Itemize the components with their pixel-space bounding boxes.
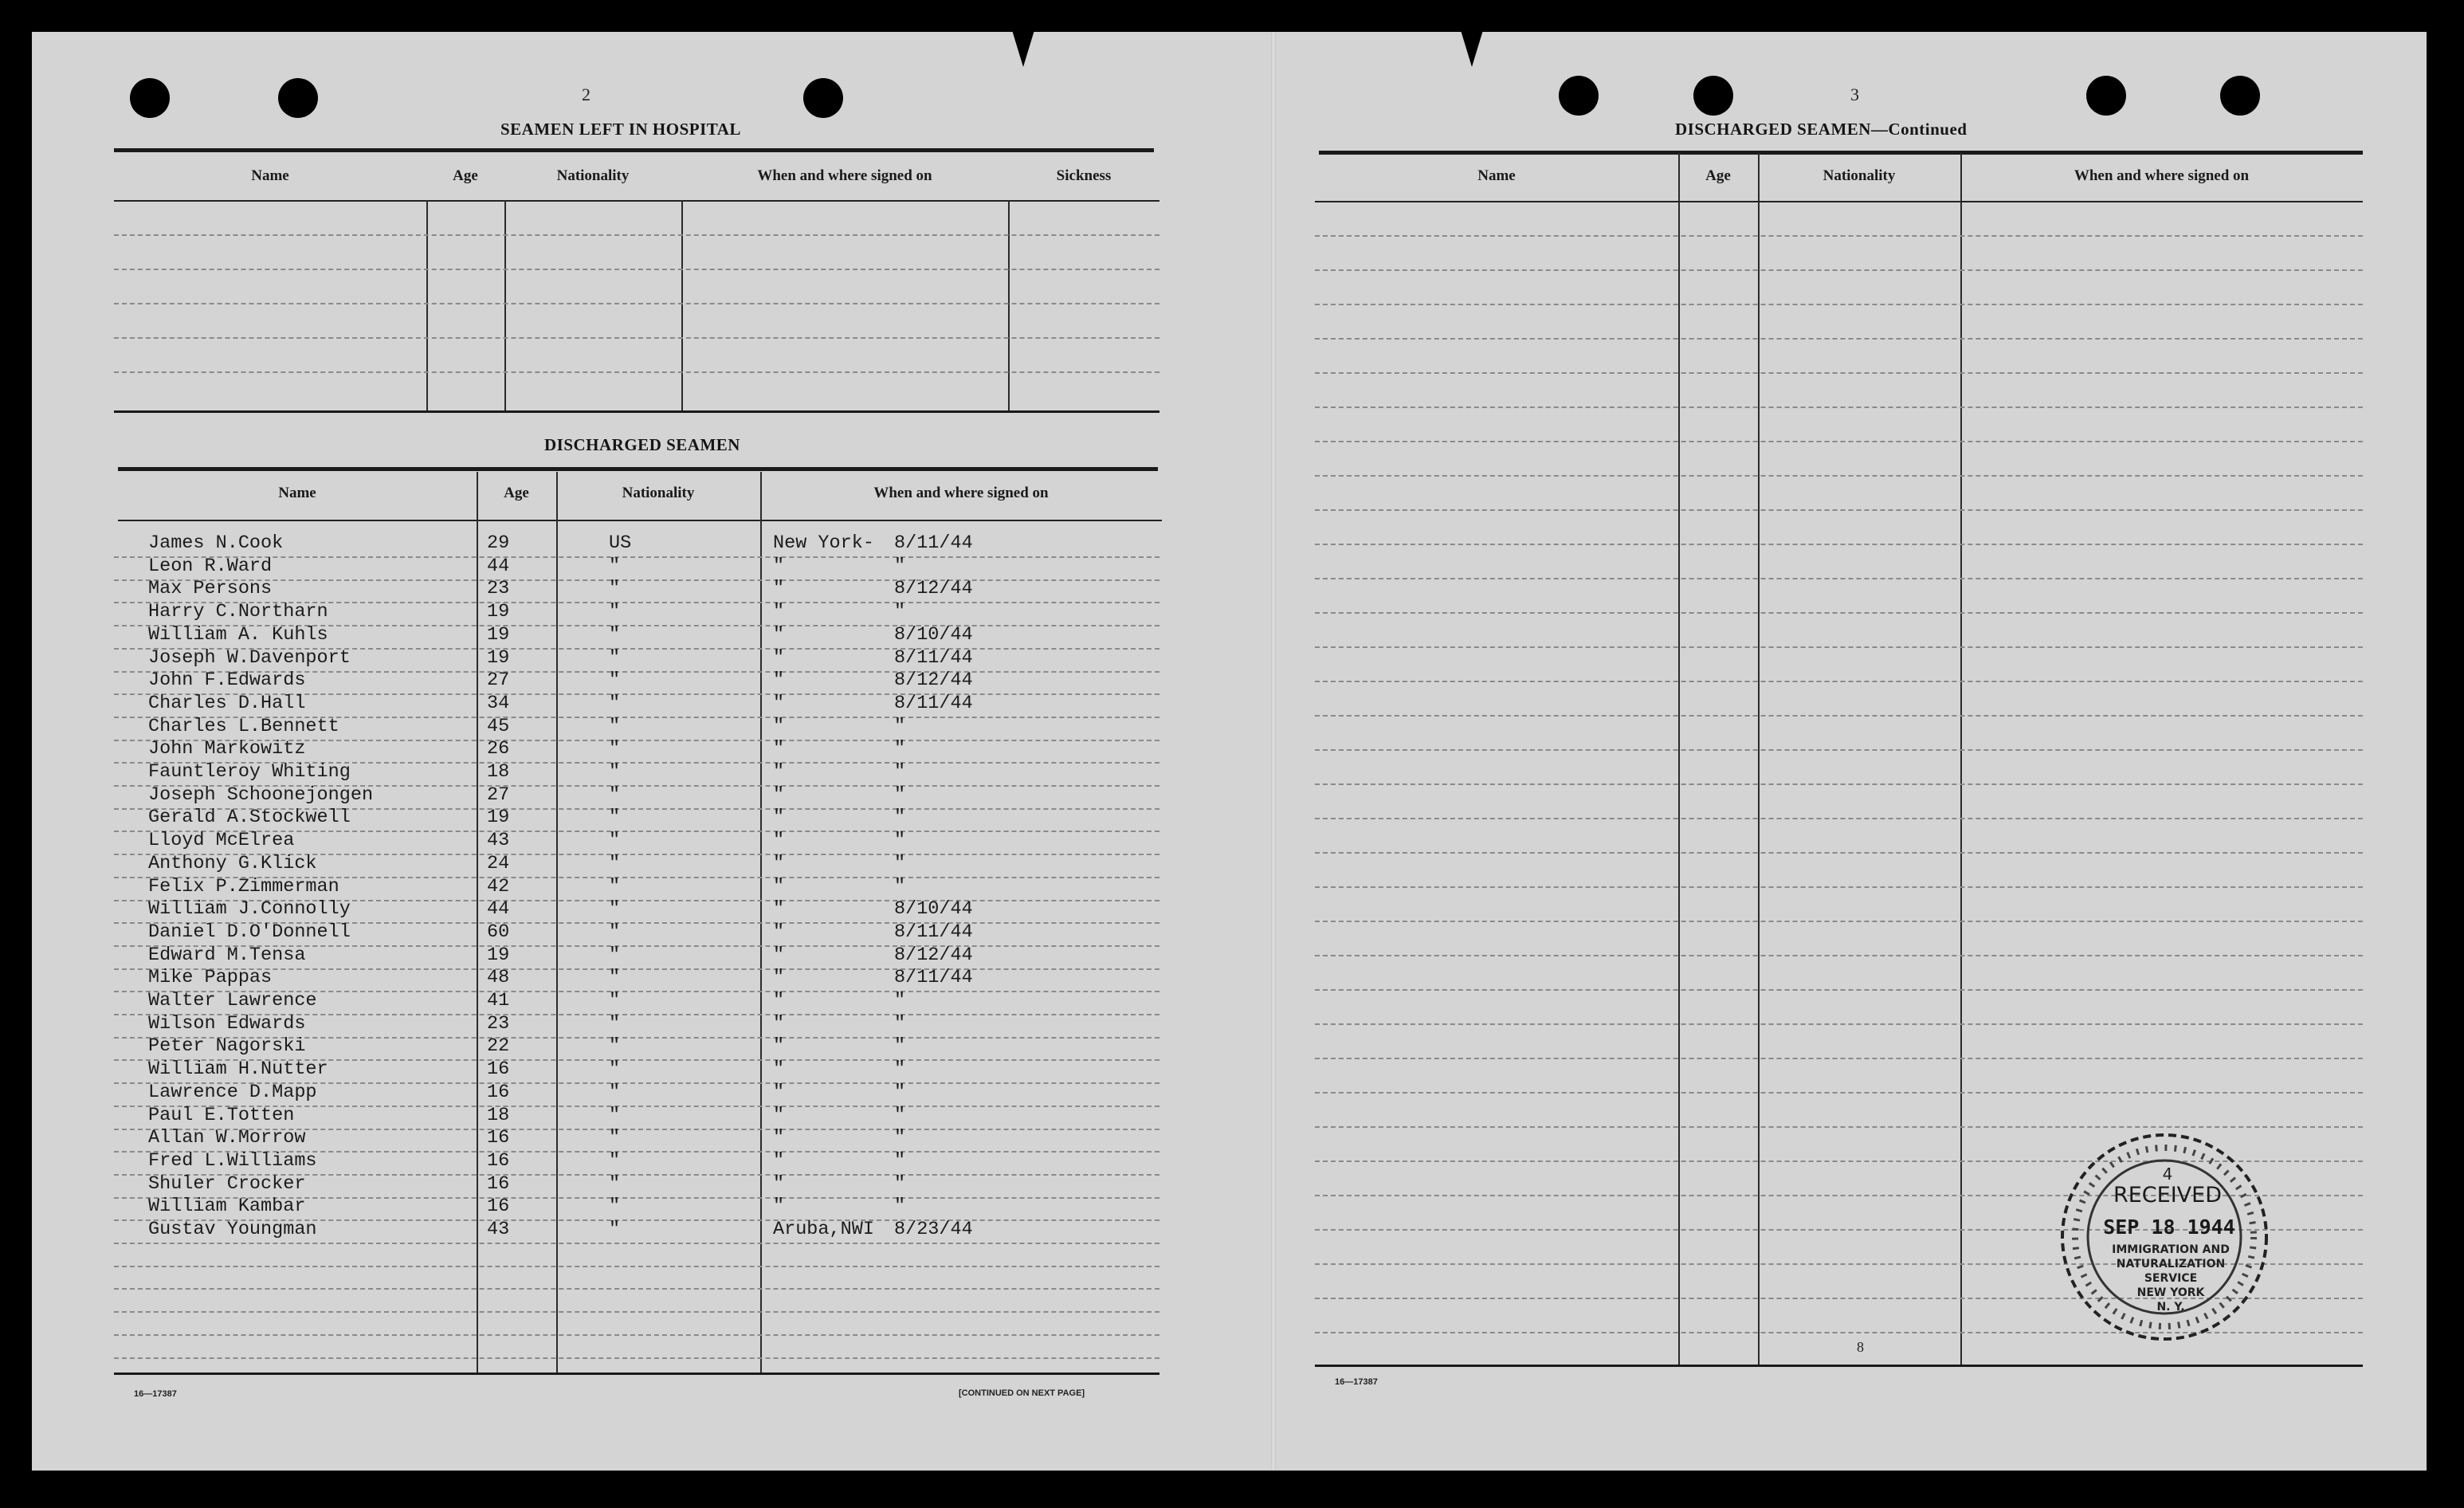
seaman-nationality: " — [609, 555, 621, 577]
right-page-number: 3 — [1850, 84, 1859, 104]
ruled-line — [1315, 1092, 2363, 1094]
column-divider — [426, 200, 428, 412]
right-header-signed-on: When and where signed on — [2074, 167, 2250, 184]
seaman-name: Joseph W.Davenport — [148, 646, 351, 669]
right-header-nationality: Nationality — [1822, 167, 1896, 184]
seaman-signed-date: 8/10/44 — [894, 623, 973, 646]
seaman-age: 16 — [487, 1058, 510, 1081]
form-number-left: 16—17387 — [134, 1389, 177, 1399]
seaman-age: 44 — [487, 898, 510, 921]
seaman-signed-place: " — [773, 1127, 785, 1149]
seaman-signed-place: " — [773, 830, 785, 852]
seaman-signed-place: " — [773, 1012, 785, 1035]
ruled-line — [1315, 612, 2363, 614]
right-header-name: Name — [1477, 167, 1516, 184]
handwritten-mark: 8 — [1857, 1339, 1864, 1355]
seaman-signed-date: " — [894, 761, 906, 783]
seaman-nationality: " — [609, 578, 621, 600]
seaman-signed-place: " — [773, 807, 785, 829]
seaman-signed-place: " — [773, 921, 785, 943]
seaman-nationality: " — [609, 967, 621, 989]
seaman-nationality: " — [609, 1081, 621, 1103]
seaman-name: Paul E.Totten — [148, 1104, 295, 1126]
seaman-nationality: " — [609, 990, 621, 1011]
seaman-age: 24 — [487, 852, 510, 874]
seaman-signed-date: 8/11/44 — [894, 921, 973, 943]
seaman-age: 16 — [487, 1081, 510, 1103]
seaman-signed-date: " — [894, 1012, 906, 1035]
seaman-nationality: " — [609, 807, 621, 829]
seaman-signed-place: Aruba,NWI — [773, 1219, 874, 1240]
ruled-line — [114, 1243, 1159, 1244]
ruled-line — [114, 1334, 1159, 1336]
column-divider — [681, 200, 683, 412]
form-number-right: 16—17387 — [1335, 1377, 1378, 1387]
seaman-age: 16 — [487, 1172, 510, 1195]
seaman-signed-place: " — [773, 1081, 785, 1103]
seaman-nationality: " — [609, 646, 621, 669]
seaman-nationality: " — [609, 944, 621, 966]
seaman-name: Charles D.Hall — [148, 692, 306, 714]
seaman-signed-date: 8/11/44 — [894, 532, 973, 554]
ruled-line — [114, 303, 1159, 304]
ruled-line — [1315, 681, 2363, 682]
stamp-line-3: SERVICE — [2144, 1272, 2198, 1285]
seaman-signed-date: 8/23/44 — [894, 1219, 973, 1240]
seaman-age: 23 — [487, 1012, 510, 1035]
ruled-line — [114, 234, 1159, 236]
seaman-nationality: " — [609, 875, 621, 897]
seaman-name: Leon R.Ward — [148, 555, 273, 577]
stamp-date-top: 4 — [2162, 1164, 2173, 1184]
seaman-age: 42 — [487, 875, 510, 897]
ruled-line — [1315, 852, 2363, 854]
seaman-nationality: " — [609, 1058, 621, 1081]
seaman-signed-date: " — [894, 555, 906, 577]
ruled-line — [1315, 441, 2363, 442]
seaman-age: 16 — [487, 1127, 510, 1149]
seaman-name: William H.Nutter — [148, 1058, 328, 1081]
ruled-line — [114, 1311, 1159, 1313]
column-divider — [1960, 153, 1962, 1366]
seaman-name: Walter Lawrence — [148, 990, 317, 1011]
seaman-signed-place: " — [773, 646, 785, 669]
ruled-line — [1315, 372, 2363, 374]
seaman-nationality: US — [609, 532, 632, 554]
seaman-age: 48 — [487, 967, 510, 989]
seaman-name: Max Persons — [148, 578, 273, 600]
seaman-signed-date: 8/10/44 — [894, 898, 973, 921]
seaman-name: Allan W.Morrow — [148, 1127, 306, 1149]
top-notch-left — [1012, 30, 1034, 67]
rule — [114, 410, 1159, 413]
seaman-age: 44 — [487, 555, 510, 577]
hospital-header-signed-on: When and where signed on — [757, 167, 932, 184]
seaman-nationality: " — [609, 1196, 621, 1218]
continued-note: [CONTINUED ON NEXT PAGE] — [959, 1388, 1085, 1398]
seaman-age: 19 — [487, 944, 510, 966]
seaman-name: John Markowitz — [148, 738, 306, 760]
seaman-signed-place: " — [773, 852, 785, 874]
seaman-nationality: " — [609, 1104, 621, 1126]
ruled-line — [1315, 783, 2363, 785]
rule — [114, 200, 1159, 202]
stamp-line-1: IMMIGRATION AND — [2112, 1243, 2230, 1256]
seaman-name: James N.Cook — [148, 532, 284, 554]
seaman-age: 27 — [487, 670, 510, 692]
column-divider — [1678, 153, 1680, 1366]
rule — [114, 1373, 1159, 1375]
stamp-line-2: NATURALIZATION — [2116, 1258, 2226, 1270]
seaman-age: 19 — [487, 807, 510, 829]
ruled-line — [1315, 955, 2363, 956]
seaman-name: John F.Edwards — [148, 670, 306, 692]
column-divider — [504, 200, 506, 412]
seaman-name: Wilson Edwards — [148, 1012, 306, 1035]
seaman-signed-date: " — [894, 783, 906, 806]
rule — [114, 148, 1154, 152]
seaman-age: 45 — [487, 715, 510, 737]
ruled-line — [1315, 1023, 2363, 1025]
ruled-line — [1315, 269, 2363, 271]
seaman-signed-date: " — [894, 852, 906, 874]
ruled-line — [1315, 304, 2363, 305]
ruled-line — [1315, 235, 2363, 237]
ruled-line — [1315, 921, 2363, 922]
seaman-nationality: " — [609, 1012, 621, 1035]
ruled-line — [1315, 715, 2363, 717]
punch-hole — [2086, 76, 2126, 116]
hospital-header-sickness: Sickness — [1056, 167, 1112, 184]
seaman-nationality: " — [609, 715, 621, 737]
seaman-signed-date: " — [894, 601, 906, 623]
seaman-name: Shuler Crocker — [148, 1172, 306, 1195]
seaman-signed-date: 8/12/44 — [894, 578, 973, 600]
seaman-age: 29 — [487, 532, 510, 554]
ruled-line — [1315, 338, 2363, 340]
seaman-age: 19 — [487, 623, 510, 646]
ruled-line — [1315, 989, 2363, 991]
seaman-name: Fauntleroy Whiting — [148, 761, 351, 783]
seaman-signed-place: " — [773, 692, 785, 714]
seaman-nationality: " — [609, 852, 621, 874]
left-page-number: 2 — [582, 84, 590, 104]
ruled-line — [1315, 646, 2363, 648]
seaman-signed-place: " — [773, 715, 785, 737]
seaman-nationality: " — [609, 1172, 621, 1195]
seaman-signed-date: 8/11/44 — [894, 646, 973, 669]
punch-hole — [803, 78, 843, 118]
seaman-signed-place: " — [773, 601, 785, 623]
ruled-line — [114, 1357, 1159, 1359]
ruled-line — [1315, 1126, 2363, 1128]
rule — [118, 467, 1158, 471]
seaman-age: 18 — [487, 1104, 510, 1126]
rule — [118, 520, 1162, 521]
seaman-signed-place: " — [773, 1196, 785, 1218]
rule — [1315, 201, 2363, 202]
seaman-age: 26 — [487, 738, 510, 760]
seaman-signed-date: " — [894, 1104, 906, 1126]
seaman-nationality: " — [609, 1219, 621, 1240]
seaman-signed-place: " — [773, 738, 785, 760]
seaman-age: 34 — [487, 692, 510, 714]
discharged-header-name: Name — [278, 485, 316, 501]
seaman-name: William J.Connolly — [148, 898, 351, 921]
seaman-signed-place: " — [773, 1035, 785, 1058]
ruled-line — [114, 1288, 1159, 1290]
seaman-name: Lawrence D.Mapp — [148, 1081, 317, 1103]
seaman-name: Anthony G.Klick — [148, 852, 317, 874]
rule — [1315, 1365, 2363, 1367]
seaman-signed-date: 8/12/44 — [894, 944, 973, 966]
seaman-signed-date: " — [894, 875, 906, 897]
seaman-name: Gerald A.Stockwell — [148, 807, 351, 829]
ruled-line — [1315, 818, 2363, 819]
ruled-line — [1315, 886, 2363, 888]
stamp-received: RECEIVED — [2113, 1183, 2223, 1208]
seaman-nationality: " — [609, 692, 621, 714]
right-section-title: DISCHARGED SEAMEN—Continued — [1675, 120, 1968, 139]
seaman-name: Felix P.Zimmerman — [148, 875, 339, 897]
seaman-name: Peter Nagorski — [148, 1035, 306, 1058]
seaman-signed-date: 8/11/44 — [894, 967, 973, 989]
right-header-age: Age — [1705, 167, 1731, 184]
punch-hole — [1559, 76, 1599, 116]
seaman-name: Charles L.Bennett — [148, 715, 339, 737]
seaman-name: Edward M.Tensa — [148, 944, 306, 966]
seaman-signed-place: " — [773, 990, 785, 1011]
seaman-signed-date: " — [894, 990, 906, 1011]
seaman-signed-date: " — [894, 715, 906, 737]
seaman-nationality: " — [609, 783, 621, 806]
discharged-header-nationality: Nationality — [622, 485, 695, 501]
ruled-line — [1315, 544, 2363, 545]
punch-hole — [278, 78, 318, 118]
seaman-age: 16 — [487, 1196, 510, 1218]
seaman-name: Gustav Youngman — [148, 1219, 317, 1240]
seaman-age: 19 — [487, 646, 510, 669]
ruled-line — [114, 371, 1159, 373]
seaman-age: 19 — [487, 601, 510, 623]
seaman-nationality: " — [609, 738, 621, 760]
seaman-age: 16 — [487, 1149, 510, 1172]
punch-hole — [1693, 76, 1733, 116]
seaman-signed-date: " — [894, 807, 906, 829]
seaman-signed-place: " — [773, 898, 785, 921]
stamp-line-5: N. Y. — [2156, 1301, 2185, 1314]
seaman-signed-place: " — [773, 578, 785, 600]
seaman-signed-place: " — [773, 944, 785, 966]
punch-hole — [2220, 76, 2260, 116]
received-stamp — [2058, 1130, 2271, 1344]
seaman-signed-place: " — [773, 1172, 785, 1195]
discharged-section-title: DISCHARGED SEAMEN — [544, 435, 740, 454]
column-divider — [1758, 153, 1760, 1366]
hospital-header-nationality: Nationality — [556, 167, 630, 184]
ruled-line — [1315, 509, 2363, 511]
seaman-name: Joseph Schoonejongen — [148, 783, 374, 806]
seaman-signed-place: " — [773, 670, 785, 692]
hospital-header-age: Age — [453, 167, 478, 184]
seaman-signed-place: " — [773, 1104, 785, 1126]
seaman-age: 43 — [487, 1219, 510, 1240]
seaman-nationality: " — [609, 921, 621, 943]
stamp-date: SEP 18 1944 — [2103, 1215, 2235, 1239]
seaman-name: Mike Pappas — [148, 967, 273, 989]
top-notch-right — [1461, 30, 1483, 67]
seaman-signed-date: " — [894, 1081, 906, 1103]
seaman-signed-place: " — [773, 555, 785, 577]
seaman-signed-date: " — [894, 1196, 906, 1218]
seaman-age: 23 — [487, 578, 510, 600]
seaman-nationality: " — [609, 761, 621, 783]
hospital-header-name: Name — [251, 167, 289, 184]
seaman-age: 22 — [487, 1035, 510, 1058]
seaman-nationality: " — [609, 1149, 621, 1172]
seaman-signed-date: " — [894, 1035, 906, 1058]
seaman-signed-place: " — [773, 967, 785, 989]
seaman-name: Harry C.Northarn — [148, 601, 328, 623]
seaman-name: Lloyd McElrea — [148, 830, 295, 852]
seaman-signed-place: " — [773, 875, 785, 897]
seaman-signed-place: " — [773, 1058, 785, 1081]
seaman-signed-place: " — [773, 761, 785, 783]
seaman-age: 41 — [487, 990, 510, 1011]
ruled-line — [1315, 475, 2363, 477]
seaman-name: Fred L.Williams — [148, 1149, 317, 1172]
seaman-nationality: " — [609, 601, 621, 623]
seaman-signed-date: " — [894, 738, 906, 760]
ruled-line — [1315, 406, 2363, 408]
ruled-line — [114, 269, 1159, 270]
seaman-signed-date: 8/11/44 — [894, 692, 973, 714]
seaman-signed-place: " — [773, 1149, 785, 1172]
seaman-signed-date: " — [894, 1149, 906, 1172]
ruled-line — [1315, 578, 2363, 579]
seaman-age: 43 — [487, 830, 510, 852]
seaman-signed-date: " — [894, 1172, 906, 1195]
seaman-nationality: " — [609, 623, 621, 646]
seaman-nationality: " — [609, 830, 621, 852]
discharged-header-signed-on: When and where signed on — [873, 485, 1049, 501]
seaman-age: 60 — [487, 921, 510, 943]
seaman-signed-place: " — [773, 783, 785, 806]
seaman-age: 27 — [487, 783, 510, 806]
seaman-name: William Kambar — [148, 1196, 306, 1218]
seaman-nationality: " — [609, 1127, 621, 1149]
seaman-nationality: " — [609, 898, 621, 921]
seaman-signed-place: " — [773, 623, 785, 646]
seaman-nationality: " — [609, 1035, 621, 1058]
seaman-signed-date: " — [894, 1058, 906, 1081]
center-fold — [1271, 32, 1276, 1471]
seaman-name: William A. Kuhls — [148, 623, 328, 646]
hospital-section-title: SEAMEN LEFT IN HOSPITAL — [500, 120, 741, 139]
column-divider — [1008, 200, 1010, 412]
seaman-signed-date: " — [894, 830, 906, 852]
ruled-line — [1315, 1058, 2363, 1059]
seaman-signed-place: New York- — [773, 532, 874, 554]
seaman-signed-date: 8/12/44 — [894, 670, 973, 692]
ruled-line — [114, 337, 1159, 339]
seaman-nationality: " — [609, 670, 621, 692]
ruled-line — [114, 1266, 1159, 1267]
punch-hole — [130, 78, 170, 118]
rule — [1319, 151, 2363, 155]
stamp-line-4: NEW YORK — [2136, 1286, 2205, 1299]
seaman-signed-date: " — [894, 1127, 906, 1149]
seaman-name: Daniel D.O'Donnell — [148, 921, 351, 943]
seaman-age: 18 — [487, 761, 510, 783]
ruled-line — [1315, 749, 2363, 751]
discharged-header-age: Age — [504, 485, 529, 501]
